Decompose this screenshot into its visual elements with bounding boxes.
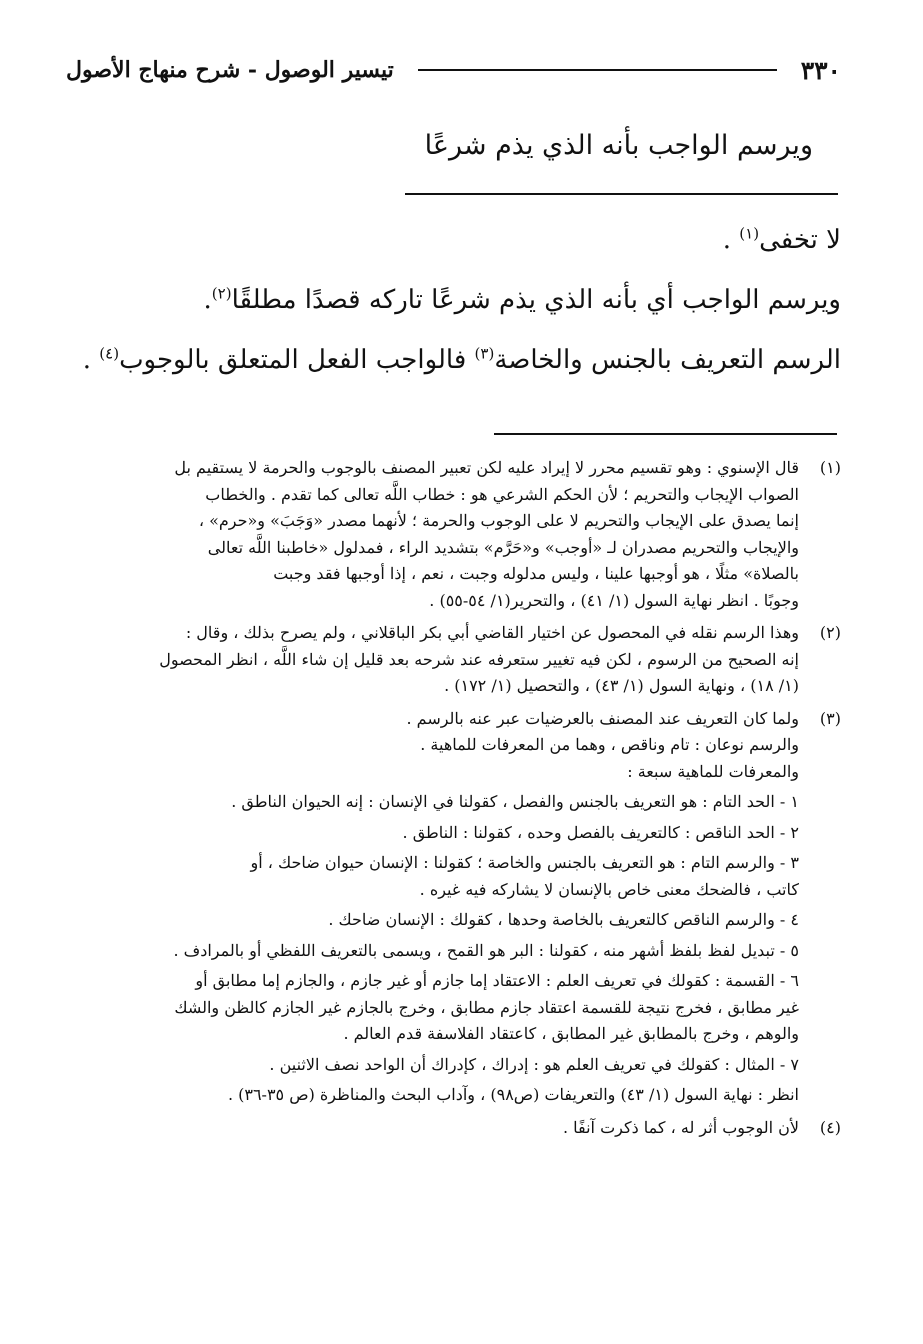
footnote-line: والإيجاب والتحريم مصدران لـ «أوجب» و«حَرَّم» بتشديد الراء ، فمدلول «خاطبنا اللَّه تعالى xyxy=(207,537,799,557)
definition-item: ٧ - المثال : كقولك في تعريف العلم هو : إدراك ، كإدراك أن الواحد نصف الاثنين . xyxy=(269,1054,799,1074)
definition-item: ٣ - والرسم التام : هو التعريف بالجنس والخاصة ؛ كقولنا : الإنسان حيوان ضاحك ، أو كاتب ، فالضحك معنى خاص بالإنسان لا يشاركه فيه غيره . xyxy=(250,853,799,899)
footnote-line: والرسم نوعان : تام وناقص ، وهما من المعرفات للماهية . xyxy=(420,735,799,754)
footnote-line: إنما يصدق على الإيجاب والتحريم لا على الوجوب والحرمة ؛ لأنهما مصدر «وَجَبَ» و«حرم» ، xyxy=(198,511,799,530)
footnote-line: (١/ ١٨) ، ونهاية السول (١/ ٤٣) ، والتحصيل (١/ ١٧٢) . xyxy=(444,676,799,695)
commentary-paragraph: ويرسم الواجب أي بأنه الذي يذم شرعًا تاركه قصدًا مطلقًا$^{(٢)}$. xyxy=(203,284,841,315)
definition-item: ٤ - والرسم الناقص كالتعريف بالخاصة وحدها ، كقولك : الإنسان ضاحك . xyxy=(328,910,799,929)
header-rule xyxy=(418,69,777,71)
definition-item: ١ - الحد التام : هو التعريف بالجنس والفصل ، كقولنا في الإنسان : إنه الحيوان الناطق . xyxy=(231,792,799,811)
footnote-number: (٣) xyxy=(819,708,841,728)
matn-rule xyxy=(405,193,838,195)
footnote-1 xyxy=(66,455,841,614)
commentary-paragraph: الرسم التعريف بالجنس والخاصة$^{(٣)}$ فالواجب الفعل المتعلق بالوجوب$^{(٤)}$ . xyxy=(82,344,841,375)
footnote-line: والمعرفات للماهية سبعة : xyxy=(627,761,799,781)
footnote-number: (١) xyxy=(819,458,841,477)
footnote-line: لأن الوجوب أثر له ، كما ذكرت آنفًا . xyxy=(562,1117,799,1137)
footnote-line: بالصلاة» مثلًا ، هو أوجبها علينا ، وليس مدلوله وجبت ، نعم ، إذا أوجبها فقد وجبت xyxy=(273,564,799,583)
footnote-number: (٤) xyxy=(819,1117,841,1137)
commentary-text xyxy=(70,210,841,390)
commentary-paragraph: لا تخفى$^{(١)}$ . xyxy=(722,224,841,255)
definition-item: ٥ - تبديل لفظ بلفظ أشهر منه ، كقولنا : البر هو القمح ، ويسمى بالتعريف اللفظي أو بالمرادف . xyxy=(173,940,799,960)
definition-item: ٢ - الحد الناقص : كالتعريف بالفصل وحده ، كقولنا : الناطق . xyxy=(402,822,799,842)
page-header xyxy=(66,50,841,90)
book-title: تيسير الوصول - شرح منهاج الأصول xyxy=(66,57,394,83)
footnote-line: ولما كان التعريف عند المصنف بالعرضيات عبر عنه بالرسم . xyxy=(406,708,799,728)
page-number: ٣٣٠ xyxy=(800,55,841,85)
footnote-ref: (١) xyxy=(739,224,760,243)
footnote-4 xyxy=(66,1115,841,1142)
footnote-separator xyxy=(494,433,837,435)
footnote-line: قال الإسنوي : وهو تقسيم محرر لا إيراد عليه لكن تعبير المصنف بالوجوب والحرمة لا يستقيم بل xyxy=(174,458,799,477)
footnote-line: وهذا الرسم نقله في المحصول عن اختيار القاضي أبي بكر الباقلاني ، ولم يصرح بذلك ، وقال : xyxy=(185,623,799,642)
footnote-line: الصواب الإيجاب والتحريم ؛ لأن الحكم الشرعي هو : خطاب اللَّه تعالى كما تقدم . والخطاب xyxy=(205,484,799,504)
footnote-reference: انظر : نهاية السول (١/ ٤٣) والتعريفات (ص٩٨) ، وآداب البحث والمناظرة (ص ٣٥-٣٦) . xyxy=(227,1085,799,1104)
footnote-ref: (٣) xyxy=(474,344,495,363)
footnote-ref: (٢) xyxy=(211,284,232,303)
matn-text: ويرسم الواجب بأنه الذي يذم شرعًا xyxy=(424,130,813,161)
footnote-line: وجوبًا . انظر نهاية السول (١/ ٤١) ، والتحرير(١/ ٥٤-٥٥) . xyxy=(429,590,799,610)
footnote-2 xyxy=(66,620,841,700)
footnotes xyxy=(66,455,841,1141)
footnote-number: (٢) xyxy=(819,623,841,642)
footnote-ref: (٤) xyxy=(99,344,120,363)
definition-item: ٦ - القسمة : كقولك في تعريف العلم : الاعتقاد إما جازم أو غير جازم ، والجازم إما مطابق أو غير مطابق ، فخرج نتيجة للقسمة اعتقاد جازم مطابق ، وخرج بالجازم غير الجازم كالظن والشك والوهم ، وخرج بالمطابق غير المطابق ، كاعتقاد الفلاسفة قدم العالم . xyxy=(174,971,799,1043)
footnote-line: إنه الصحيح من الرسوم ، لكن فيه تغيير ستعرفه عند شرحه بعد قليل إن شاء اللَّه ، انظر المحصول xyxy=(159,649,799,669)
footnote-3 xyxy=(66,706,841,1109)
